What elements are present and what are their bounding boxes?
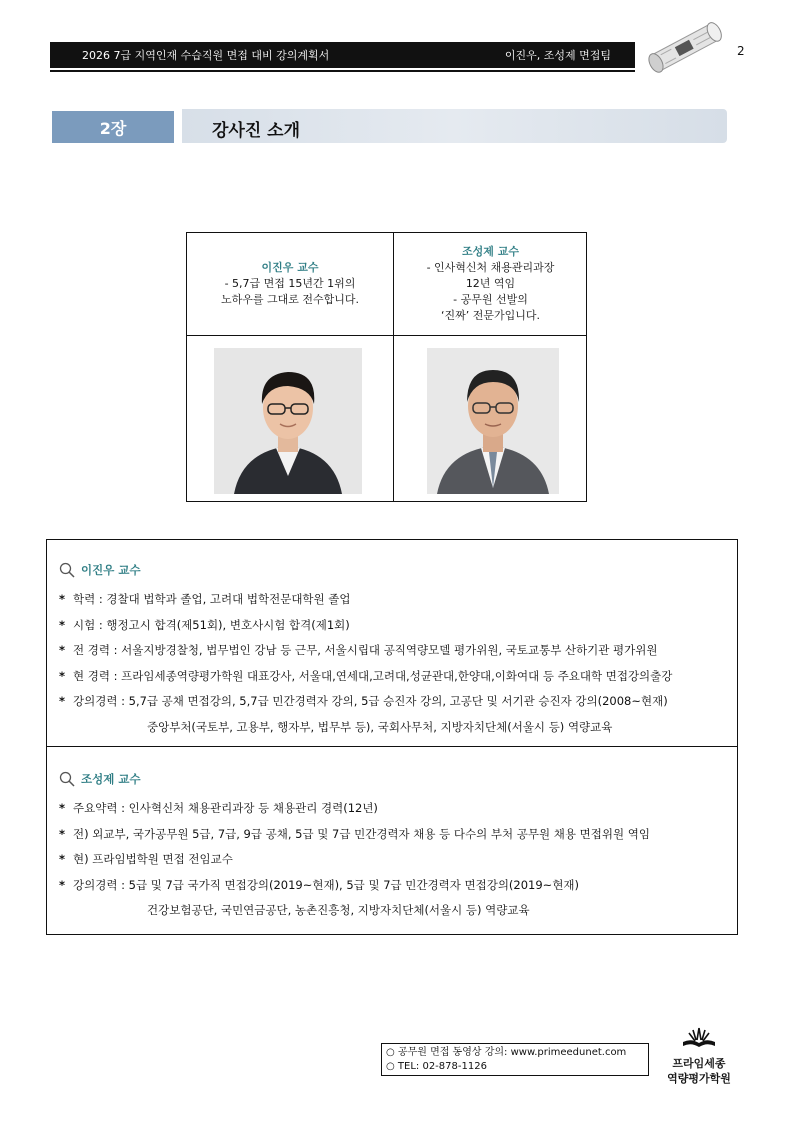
bio-item: * 현) 프라임법학원 면접 전임교수 [59, 852, 233, 866]
video-lecture-link[interactable]: ○ 공무원 면접 동영상 강의: www.primeedunet.com [386, 1047, 627, 1058]
profile-photo-cell [187, 335, 393, 501]
magnifier-icon [59, 771, 75, 787]
profile-line: - 5,7급 면접 15년간 1위의 [224, 277, 356, 290]
header-bar [50, 42, 635, 68]
profile-line: - 공무원 선발의 [453, 293, 528, 306]
logo-text-line1: 프라임세종 [672, 1057, 726, 1070]
bio-item: * 학력 : 경찰대 법학과 졸업, 고려대 법학전문대학원 졸업 [59, 592, 351, 606]
bio-section [59, 559, 727, 740]
bio-item: * 주요약력 : 인사혁신처 채용관리과장 등 채용관리 경력(12년) [59, 801, 378, 815]
instructor-profile-table [186, 232, 587, 502]
bio-heading [59, 559, 727, 581]
logo-text-line2: 역량평가학원 [667, 1072, 731, 1085]
bio-divider [47, 746, 737, 747]
page-number: 2 [737, 44, 745, 58]
instructor-photo [427, 348, 559, 494]
bio-item-continued: 중앙부처(국토부, 고용부, 행자부, 법무부 등), 국회사무처, 지방자치단체(서울시 등) 역량교육 [147, 719, 613, 734]
profile-line: 노하우를 그대로 전수합니다. [220, 293, 359, 306]
bio-name: 이진우 교수 [81, 563, 141, 577]
profile-name: 이진우 교수 [261, 261, 319, 274]
chapter-title: 강사진 소개 [212, 121, 301, 141]
team-name: 이진우, 조성제 면접팀 [504, 49, 611, 62]
bio-item-continued: 건강보험공단, 국민연금공단, 농촌진흥청, 지방자치단체(서울시 등) 역량교육 [147, 903, 530, 917]
magnifier-icon [59, 562, 75, 578]
profile-line: - 인사혁신처 채용관리과장 [426, 261, 555, 274]
profile-line: 12년 역임 [465, 277, 516, 290]
instructor-bio-box [46, 539, 738, 935]
bio-item: * 시험 : 행정고시 합격(제51회), 변호사시험 합격(제1회) [59, 617, 350, 632]
profile-name: 조성제 교수 [462, 245, 519, 258]
profile-photo-cell [393, 335, 587, 501]
telephone-number: ○ TEL: 02-878-1126 [386, 1061, 487, 1072]
bio-heading [59, 768, 727, 790]
bio-item: * 강의경력 : 5급 및 7급 국가직 면접강의(2019~현재), 5급 및 7급 민간경력자 면접강의(2019~현재) [59, 877, 580, 892]
profile-caption-cell [187, 233, 393, 335]
book-logo-icon [679, 1024, 719, 1052]
scroll-icon [642, 18, 730, 76]
bio-name: 조성제 교수 [81, 772, 141, 786]
academy-logo [656, 1024, 742, 1086]
header-rule [50, 70, 635, 72]
chapter-number-tab: 2장 [52, 111, 174, 143]
instructor-photo [214, 348, 362, 494]
profile-line: ‘진짜’ 전문가입니다. [441, 309, 540, 322]
profile-caption-cell [393, 233, 587, 335]
document-title: 2026 7급 지역인재 수습직원 면접 대비 강의계획서 [82, 49, 330, 62]
bio-item: * 전) 외교부, 국가공무원 5급, 7급, 9급 공채, 5급 및 7급 민간경력자 채용 등 다수의 부처 공무원 채용 면접위원 역임 [59, 826, 650, 841]
bio-item: * 전 경력 : 서울지방경찰청, 법무법인 강남 등 근무, 서울시립대 공직역량모델 평가위원, 국토교통부 산하기관 평가위원 [59, 643, 658, 657]
bio-item: * 현 경력 : 프라임세종역량평가학원 대표강사, 서울대,연세대,고려대,성균관대,한양대,이화여대 등 주요대학 면접강의출강 [59, 668, 673, 683]
bio-item: * 강의경력 : 5,7급 공채 면접강의, 5,7급 민간경력자 강의, 5급 승진자 강의, 고공단 및 서기관 승진자 강의(2008~현재) [59, 694, 668, 708]
bio-section [59, 768, 727, 924]
contact-box [381, 1043, 649, 1076]
